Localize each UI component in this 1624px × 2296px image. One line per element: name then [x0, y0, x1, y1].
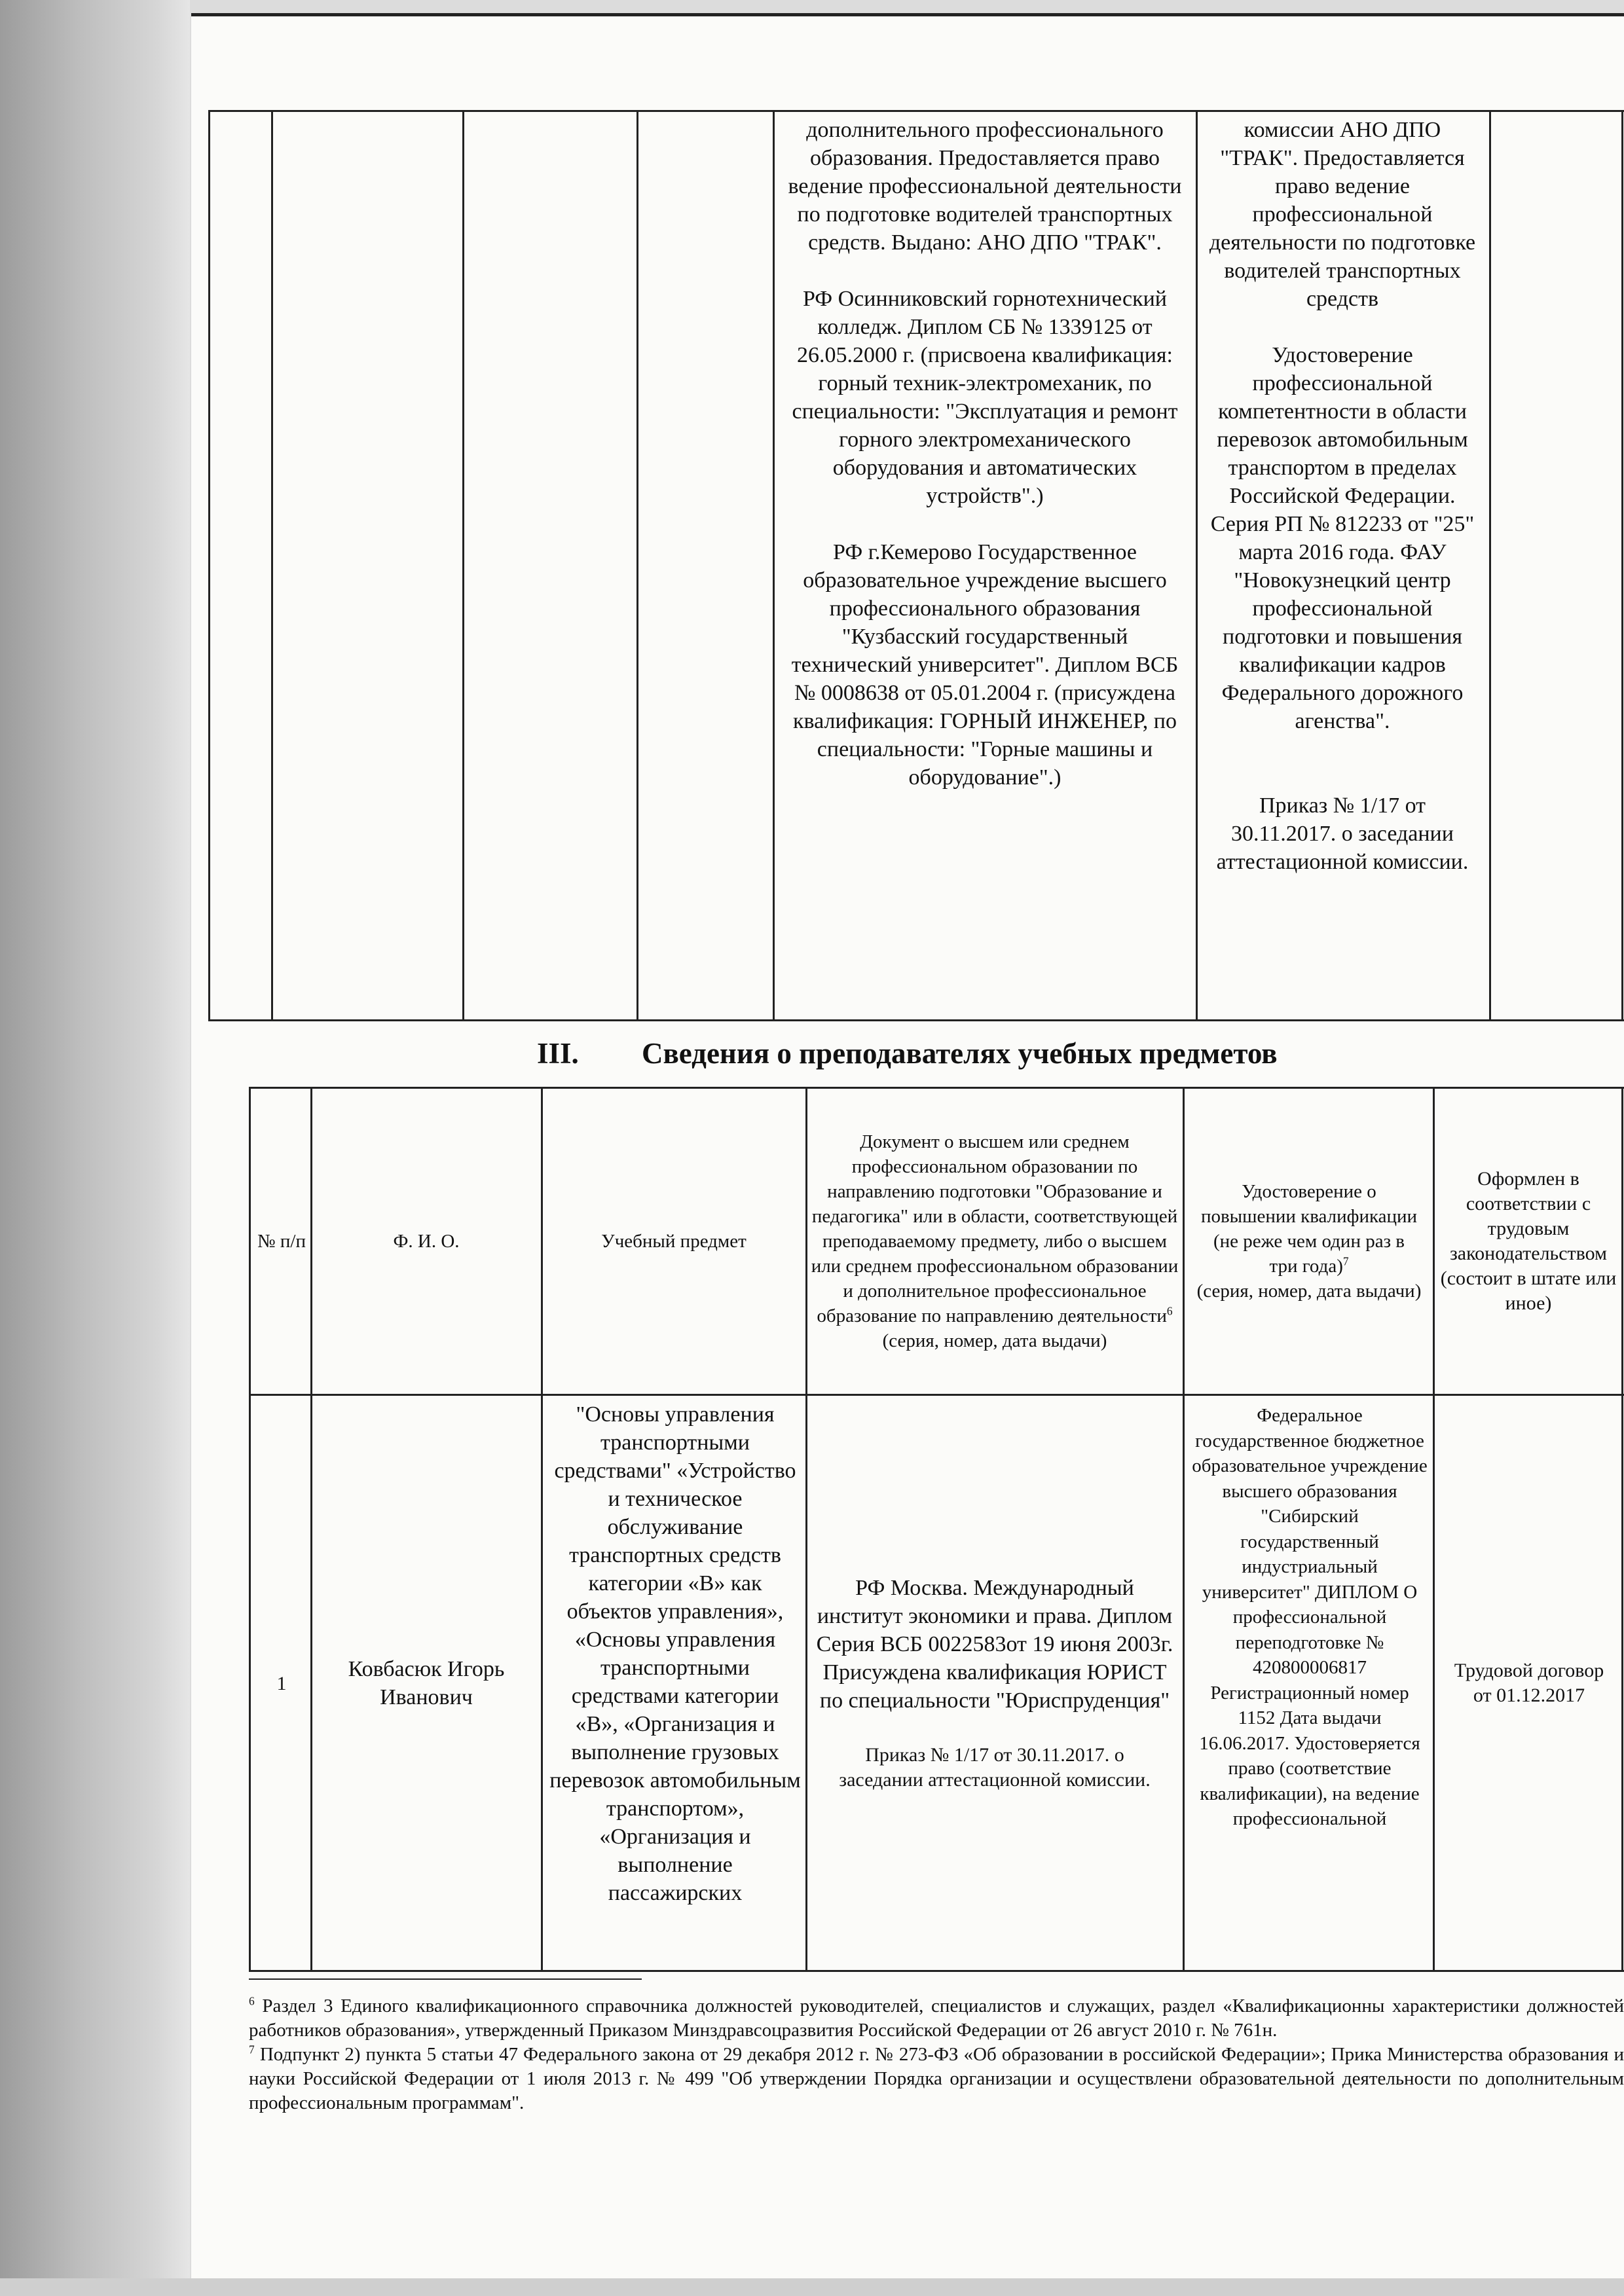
- footnote-mark-6: 6: [249, 1994, 255, 2008]
- footnote-separator: [249, 1978, 642, 1980]
- table-continuation: [208, 110, 1624, 1021]
- footnote-6: [249, 1994, 1624, 2043]
- header-separator: [249, 1394, 1624, 1396]
- row-fio: Ковбасюк Игорь Иванович: [348, 1657, 505, 1709]
- table-border: [462, 112, 464, 1019]
- row-num: 1: [276, 1672, 287, 1694]
- section-heading: [537, 1034, 1388, 1072]
- header-certificate: [1188, 1089, 1430, 1394]
- table-border: [1183, 1089, 1185, 1970]
- scan-shadow-left: [0, 0, 190, 2296]
- teachers-table: [249, 1087, 1624, 1972]
- table-border: [1489, 112, 1491, 1019]
- row-document: [816, 1396, 1173, 1970]
- row-document-order: Приказ № 1/17 от 30.11.2017. о заседании аттестационной комиссии.: [839, 1744, 1151, 1791]
- table-border: [1621, 1089, 1623, 1970]
- table-border: [541, 1089, 543, 1970]
- row-document-main: РФ Москва. Международный институт экономики и права. Диплом Серия ВСБ 0022583от 19 июня 2003г. Присуждена квалификация ЮРИСТ по специальности "Юриспруденция": [816, 1576, 1173, 1713]
- row-certificate: Федеральное государственное бюджетное образовательное учреждение высшего образования "Сибирский государственный индустриальный университет" ДИПЛОМ О профессиональной переподготовке № 420800006817 Регистрационный номер 1152 Дата выдачи 16.06.2017. Удостоверяется право (соответствие квалификации), на ведение профессиональной: [1192, 1405, 1428, 1829]
- scan-shadow-bottom: [0, 2278, 1624, 2296]
- header-document-tail: (серия, номер, дата выдачи): [882, 1330, 1107, 1351]
- table-border: [1433, 1089, 1435, 1970]
- section-number: III.: [537, 1037, 579, 1070]
- footnote-text-6: Раздел 3 Единого квалификационного справочника должностей руководителей, специалистов и служащих, раздел «Квалификационны характеристики должностей работников образования», утвержденный Приказом Минздравсоцразвития Российской Федерации от 26 август 2010 г. № 761н.: [249, 1995, 1624, 2041]
- header-certificate-text: Удостоверение о повышении квалификации (не реже чем один раз в три года): [1200, 1181, 1418, 1277]
- header-num: № п/п: [257, 1231, 306, 1252]
- education-text-2: РФ Осинниковский горнотехнический колледж. Диплом СБ № 1339125 от 26.05.2000 г. (присвоена квалификация: горный техник-электромеханик, по специальности: "Эксплуатация и ремонт горного электромеханического оборудования и автоматических устройств".): [792, 287, 1178, 508]
- footnote-ref-6: 6: [1166, 1304, 1173, 1318]
- table-border: [1621, 112, 1623, 1019]
- footnote-mark-7: 7: [249, 2043, 255, 2056]
- table-border: [1196, 112, 1198, 1019]
- education-text-3: РФ г.Кемерово Государственное образовательное учреждение высшего профессионального образования "Кузбасский государственный технический университет". Диплом ВСБ № 0008638 от 05.01.2004 г. (присуждена квалификация: ГОРНЫЙ ИНЖЕНЕР, по специальности: "Горные машины и оборудование".): [791, 540, 1179, 790]
- certificate-cell: [1205, 116, 1480, 876]
- header-employment: Оформлен в соответствии с трудовым законодательством (состоит в штате или иное): [1440, 1168, 1617, 1314]
- header-fio: Ф. И. О.: [393, 1231, 460, 1252]
- table-border: [310, 1089, 312, 1970]
- header-document: [811, 1089, 1179, 1394]
- table-border: [773, 112, 775, 1019]
- table-border: [805, 1089, 807, 1970]
- education-cell: [784, 116, 1185, 792]
- table-border: [208, 112, 210, 1019]
- footnote-text-7: Подпункт 2) пункта 5 статьи 47 Федерального закона от 29 декабря 2012 г. № 273-ФЗ «Об образовании в российской Федерации»; Прика Министерства образования и науки Российской Федерации от 1 июля 2013 г. № 499 "Об утверждении Порядка организации и осуществлени образовательной деятельности по дополнительным профессиональным программам".: [249, 2044, 1624, 2113]
- table-border: [637, 112, 638, 1019]
- certificate-text-1: комиссии АНО ДПО "ТРАК". Предоставляется право ведение профессиональной деятельности по подготовке водителей транспортных средств: [1209, 118, 1476, 311]
- table-border: [271, 112, 273, 1019]
- section-title: Сведения о преподавателях учебных предметов: [642, 1037, 1278, 1070]
- education-text-1: дополнительного профессионального образования. Предоставляется право ведение профессиональной деятельности по подготовке водителей транспортных средств. Выдано: АНО ДПО "ТРАК".: [788, 118, 1182, 255]
- certificate-text-3: Приказ № 1/17 от 30.11.2017. о заседании аттестационной комиссии.: [1216, 793, 1469, 874]
- header-document-text: Документ о высшем или среднем профессиональном образовании по направлению подготовки "Образование и педагогика" или в области, соответствующей преподаваемому предмету, либо о высшем или среднем профессиональном образовании и дополнительное профессиональное образование по направлению деятельности: [811, 1131, 1179, 1326]
- table-border: [249, 1089, 251, 1970]
- header-certificate-tail: (серия, номер, дата выдачи): [1196, 1281, 1422, 1302]
- page-top-border: [191, 13, 1624, 16]
- row-employment: Трудовой договор от 01.12.2017: [1454, 1660, 1604, 1706]
- certificate-text-2: Удостоверение профессиональной компетентности в области перевозок автомобильным транспортом в пределах Российской Федерации. Серия РП № 812233 от "25" марта 2016 года. ФАУ "Новокузнецкий центр профессиональной подготовки и повышения квалификации кадров Федерального дорожного агенства".: [1210, 343, 1475, 733]
- header-subject: Учебный предмет: [601, 1231, 747, 1252]
- row-subject: "Основы управления транспортными средствами" «Устройство и техническое обслуживание транспортных средств категории «В» как объектов управления», «Основы управления транспортными средствами категории «В», «Организация и выполнение грузовых перевозок автомобильным транспортом», «Организация и выполнение пассажирских: [549, 1402, 801, 1905]
- footnote-ref-7: 7: [1342, 1254, 1349, 1268]
- footnotes: [249, 1994, 1624, 2115]
- footnote-7: [249, 2043, 1624, 2115]
